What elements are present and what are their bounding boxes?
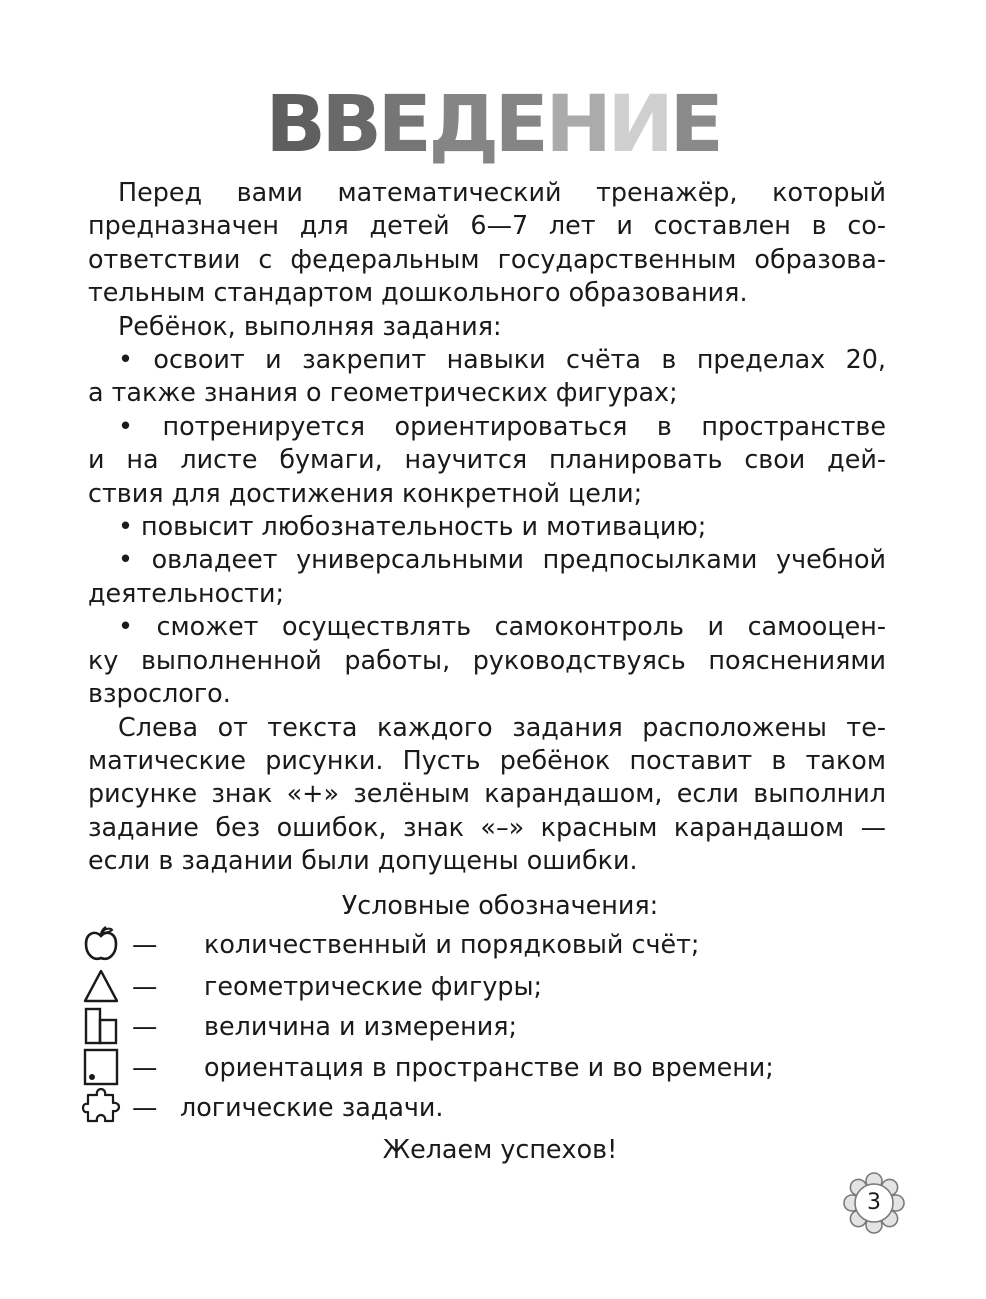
- legend-item-counting: [78, 924, 699, 964]
- text-line: Слева от текста каждого задания расположены те-: [118, 711, 886, 742]
- title-letter: Е: [669, 80, 721, 170]
- text-line: взрослого.: [88, 678, 231, 709]
- title-letter: В: [321, 80, 380, 170]
- text-line: матические рисунки. Пусть ребёнок поставит в таком: [88, 744, 886, 775]
- text-line: рисунке знак «+» зелёным карандашом, если выполнил: [88, 778, 886, 809]
- text-line: • повысит любознательность и мотивацию;: [118, 511, 707, 542]
- square-dot-icon: [78, 1047, 124, 1087]
- title-letter: И: [607, 80, 671, 170]
- bullet-item: [88, 610, 886, 710]
- text-line: • овладеет универсальными предпосылками учебной: [118, 544, 886, 575]
- legend-item-measurement: [78, 1006, 517, 1046]
- legend-text: ориентация в пространстве и во времени;: [204, 1052, 774, 1082]
- legend-text: логические задачи.: [180, 1092, 444, 1122]
- legend-dash: —: [132, 1052, 158, 1082]
- text-line: • потренируется ориентироваться в пространстве: [118, 410, 886, 441]
- title-letter: В: [265, 80, 323, 170]
- title-letter: Д: [428, 80, 496, 170]
- page-title: [0, 80, 986, 170]
- legend-text: величина и измерения;: [204, 1011, 518, 1041]
- legend-text: количественный и порядковый счёт;: [204, 929, 700, 959]
- intro-text: [88, 176, 886, 878]
- text-line: ответствии с федеральным государственным образова-: [88, 243, 886, 274]
- paragraph-tasks-heading: [88, 310, 886, 343]
- paragraph-intro: [88, 176, 886, 310]
- title-letter: Е: [377, 80, 430, 170]
- text-line: • сможет осуществлять самоконтроль и самооцен-: [118, 611, 886, 642]
- bullet-item: [88, 343, 886, 410]
- bullet-item: [88, 543, 886, 610]
- bullet-item: [88, 410, 886, 510]
- text-line: Ребёнок, выполняя задания:: [118, 310, 502, 341]
- legend-dash: —: [132, 1011, 158, 1041]
- text-line: а также знания о геометрических фигурах;: [88, 377, 678, 408]
- legend-heading: Условные обозначения:: [341, 890, 659, 920]
- text-line: предназначен для детей 6—7 лет и составлен в со-: [88, 210, 886, 241]
- legend-dash: —: [132, 929, 158, 959]
- legend-text: геометрические фигуры;: [204, 971, 543, 1001]
- text-line: задание без ошибок, знак «–» красным карандашом —: [88, 811, 886, 842]
- page-number: 3: [867, 1190, 881, 1215]
- text-line: • освоит и закрепит навыки счёта в пределах 20,: [118, 344, 886, 375]
- apple-icon: [78, 924, 124, 964]
- rectangles-icon: [78, 1006, 124, 1046]
- page-number-badge: [842, 1171, 906, 1235]
- paragraph-instructions: [88, 711, 886, 878]
- legend-item-orientation: [78, 1047, 774, 1087]
- title-letter: Н: [544, 80, 609, 170]
- puzzle-icon: [78, 1087, 124, 1127]
- text-line: Перед вами математический тренажёр, который: [118, 177, 886, 207]
- bullet-item: [88, 510, 886, 543]
- text-line: если в задании были допущены ошибки.: [88, 845, 638, 876]
- text-line: деятельности;: [88, 577, 284, 608]
- legend-item-geometry: [78, 966, 542, 1006]
- legend-dash: —: [132, 971, 158, 1001]
- legend-item-logic: [78, 1087, 443, 1127]
- closing-text: Желаем успехов!: [382, 1134, 618, 1164]
- text-line: ствия для достижения конкретной цели;: [88, 477, 643, 508]
- legend-dash: —: [132, 1092, 158, 1122]
- triangle-icon: [78, 966, 124, 1006]
- text-line: тельным стандартом дошкольного образования.: [88, 277, 748, 308]
- text-line: и на листе бумаги, научится планировать свои дей-: [88, 444, 886, 475]
- text-line: ку выполненной работы, руководствуясь пояснениями: [88, 644, 886, 675]
- title-letter: Е: [494, 80, 547, 170]
